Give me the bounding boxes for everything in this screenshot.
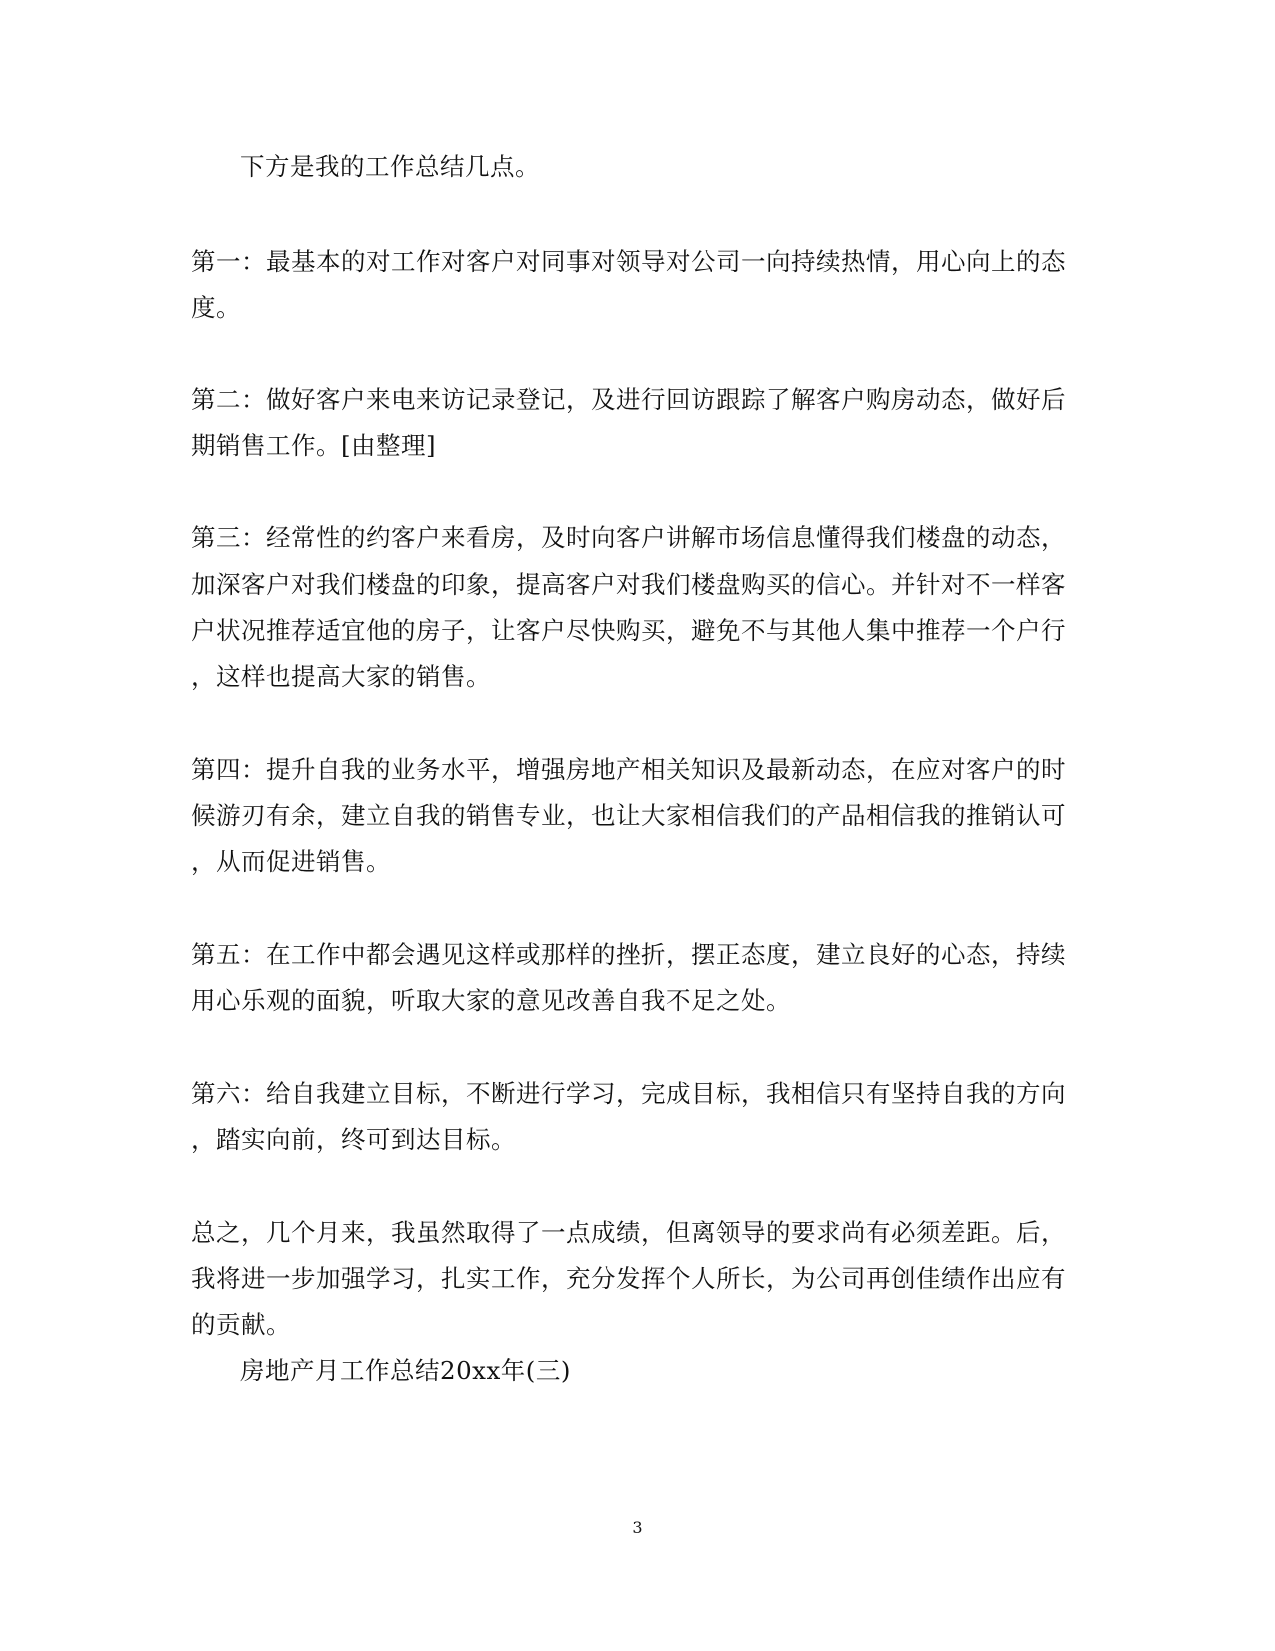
paragraph-1-line-2: 度。 — [191, 293, 241, 322]
paragraph-7-line-2: 我将进一步加强学习，扎实工作，充分发挥个人所长，为公司再创佳绩作出应有 — [191, 1264, 1066, 1293]
paragraph-5-line-2: 用心乐观的面貌，听取大家的意见改善自我不足之处。 — [191, 986, 791, 1015]
paragraph-4-line-3: ，从而促进销售。 — [191, 847, 391, 876]
paragraph-4-line-1: 第四：提升自我的业务水平，增强房地产相关知识及最新动态，在应对客户的时 — [191, 755, 1066, 784]
paragraph-2-line-1: 第二：做好客户来电来访记录登记，及进行回访跟踪了解客户购房动态，做好后 — [191, 385, 1066, 414]
page-number: 3 — [632, 1518, 643, 1537]
paragraph-6-line-1: 第六：给自我建立目标，不断进行学习，完成目标，我相信只有坚持自我的方向 — [191, 1079, 1066, 1108]
paragraph-4-line-2: 候游刃有余，建立自我的销售专业，也让大家相信我们的产品相信我的推销认可 — [191, 801, 1066, 830]
paragraph-3-line-2: 加深客户对我们楼盘的印象，提高客户对我们楼盘购买的信心。并针对不一样客 — [191, 570, 1066, 599]
paragraph-3-line-3: 户状况推荐适宜他的房子，让客户尽快购买，避免不与其他人集中推荐一个户行 — [191, 616, 1066, 645]
paragraph-6-line-2: ，踏实向前，终可到达目标。 — [191, 1125, 516, 1154]
paragraph-5-line-1: 第五：在工作中都会遇见这样或那样的挫折，摆正态度，建立良好的心态，持续 — [191, 940, 1066, 969]
paragraph-2-line-2: 期销售工作。[由整理] — [191, 431, 437, 460]
paragraph-7-line-1: 总之，几个月来，我虽然取得了一点成绩，但离领导的要求尚有必须差距。后， — [191, 1218, 1066, 1247]
paragraph-3-line-1: 第三：经常性的约客户来看房，及时向客户讲解市场信息懂得我们楼盘的动态， — [191, 523, 1066, 552]
paragraph-1-line-1: 第一：最基本的对工作对客户对同事对领导对公司一向持续热情，用心向上的态 — [191, 247, 1066, 276]
paragraph-7-line-3: 的贡献。 — [191, 1310, 291, 1339]
section-heading: 房地产月工作总结20xx年(三) — [240, 1356, 571, 1385]
paragraph-3-line-4: ，这样也提高大家的销售。 — [191, 662, 491, 691]
intro-line: 下方是我的工作总结几点。 — [240, 152, 540, 181]
